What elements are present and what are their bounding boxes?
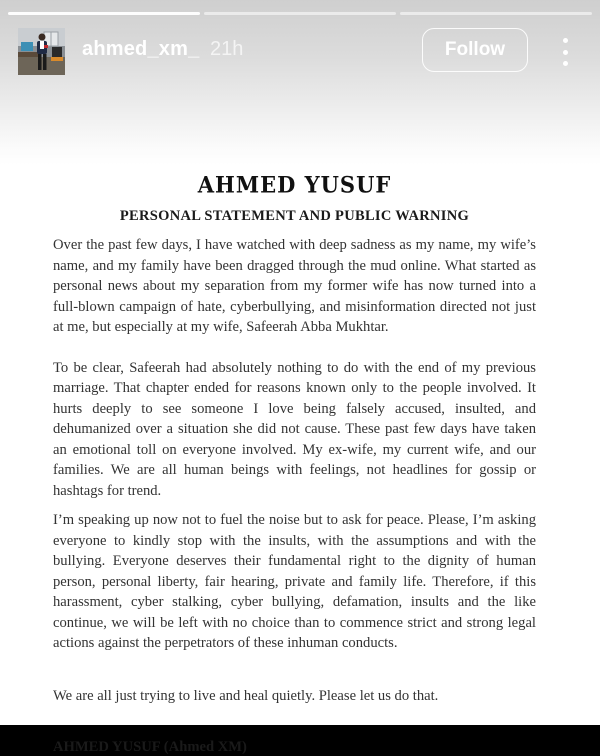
progress-bar-1	[8, 12, 200, 15]
statement-document	[53, 170, 536, 756]
progress-bar-2	[204, 12, 396, 15]
more-vertical-icon-dot	[563, 61, 568, 66]
story-progress-bars	[8, 12, 592, 15]
document-title: AHMED YUSUF	[197, 171, 392, 198]
story-header-gradient	[0, 0, 600, 165]
document-signature: AHMED YUSUF (Ahmed XM)	[53, 739, 247, 755]
progress-bar-3	[400, 12, 592, 15]
avatar[interactable]	[18, 28, 65, 75]
more-options-button[interactable]	[555, 38, 575, 66]
document-paragraph-2: To be clear, Safeerah had absolutely nothing to do with the end of my previous marriage. That chapter ended for reasons known only to the people involved. It hurts deeply to see someone I love being falsely accused, insulted, and dehumanized over a situation she did not cause. These past few days have taken an emotional toll on everyone involved. My ex-wife, my current wife, and our families. We are all human beings with feelings, not headlines for gossip or hashtags for trend.	[53, 359, 536, 499]
document-paragraph-1: Over the past few days, I have watched with deep sadness as my name, my wife’s name, and my family have been dragged through the mud online. What started as personal news about my separation from my former wife has now turned into a full-blown campaign of hate, cyberbullying, and misinformation directed not just at me, but especially at my wife, Safeerah Abba Mukhtar.	[53, 237, 536, 335]
document-paragraph-3: I’m speaking up now not to fuel the noise but to ask for peace. Please, I’m asking everyone to kindly stop with the insults, with the assumptions and with the bullying. Everyone deserves their fundamental right to the dignity of human person, personal liberty, fair hearing, private and family life. Therefore, if this harassment, cyber stalking, cyber bullying, defamation, insults and the like continue, we will be left with no choice than to commence strict and strong legal actions against the perpetrators of these inhuman conducts.	[53, 512, 536, 651]
profile-photo-icon	[18, 28, 65, 75]
story-timestamp: 21h	[210, 38, 244, 60]
follow-button[interactable]: Follow	[422, 28, 528, 72]
document-subtitle: PERSONAL STATEMENT AND PUBLIC WARNING	[119, 208, 470, 224]
story-username[interactable]: ahmed_xm_	[82, 38, 200, 60]
more-vertical-icon	[563, 38, 568, 43]
more-vertical-icon-dot	[563, 50, 568, 55]
document-paragraph-4: We are all just trying to live and heal quietly. Please let us do that.	[53, 687, 439, 704]
